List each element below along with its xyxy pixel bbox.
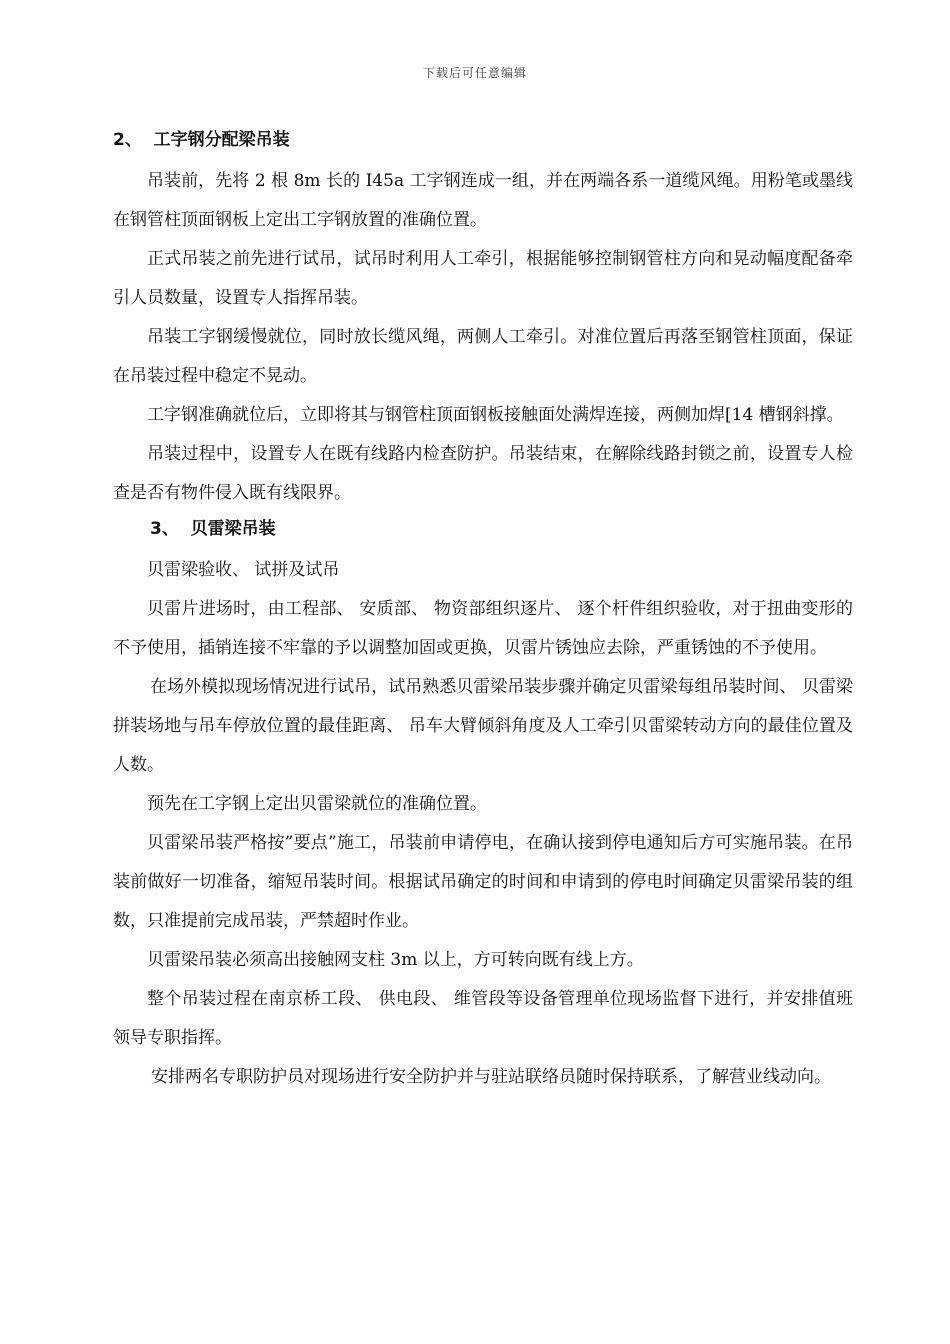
section-3-paragraph: 贝雷片进场时，由工程部、 安质部、 物资部组织逐片、 逐个杆件组织验收，对于扭曲变形的不予使用，插销连接不牢靠的予以调整加固或更换，贝雷片锈蚀应去除，严重锈蚀的不予使用。: [113, 599, 853, 658]
section-2-heading: 2、 工字钢分配梁吊装: [113, 130, 290, 150]
document-body: [113, 124, 853, 1097]
section-3-paragraph: 整个吊装过程在南京桥工段、 供电段、 维管段等设备管理单位现场监督下进行，并安排值班领导专职指挥。: [113, 989, 853, 1048]
section-3-paragraph: 贝雷梁吊装必须高出接触网支柱 3m 以上，方可转向既有线上方。: [147, 950, 644, 970]
page-header-note: 下载后可任意编辑: [422, 66, 527, 80]
section-3-subheading: 贝雷梁验收、 试拼及试吊: [147, 560, 340, 580]
section-2-paragraph: 工字钢准确就位后，立即将其与钢管柱顶面钢板接触面处满焊连接，两侧加焊[14 槽钢斜撑。: [147, 405, 844, 425]
section-3-paragraph: 在场外模拟现场情况进行试吊，试吊熟悉贝雷梁吊装步骤并确定贝雷梁每组吊装时间、 贝雷梁拼装场地与吊车停放位置的最佳距离、 吊车大臂倾斜角度及人工牵引贝雷梁转动方向的最佳位置及人数。: [113, 677, 853, 775]
section-3-paragraph: 预先在工字钢上定出贝雷梁就位的准确位置。: [147, 794, 487, 814]
section-3-paragraph: 安排两名专职防护员对现场进行安全防护并与驻站联络员随时保持联系，了解营业线动向。: [151, 1067, 831, 1087]
section-2-paragraph: 吊装前，先将 2 根 8m 长的 I45a 工字钢连成一组，并在两端各系一道缆风绳。用粉笔或墨线在钢管柱顶面钢板上定出工字钢放置的准确位置。: [113, 171, 853, 230]
section-3-heading: 3、 贝雷梁吊装: [150, 519, 276, 539]
section-2-paragraph: 吊装过程中，设置专人在既有线路内检查防护。吊装结束，在解除线路封锁之前，设置专人检查是否有物件侵入既有线限界。: [113, 444, 853, 503]
section-2-paragraph: 正式吊装之前先进行试吊，试吊时利用人工牵引，根据能够控制钢管柱方向和晃动幅度配备牵引人员数量，设置专人指挥吊装。: [113, 249, 853, 308]
section-3-paragraph: 贝雷梁吊装严格按”要点”施工，吊装前申请停电，在确认接到停电通知后方可实施吊装。在吊装前做好一切准备，缩短吊装时间。根据试吊确定的时间和申请到的停电时间确定贝雷梁吊装的组数，只准提前完成吊装，严禁超时作业。: [113, 833, 853, 931]
section-2-paragraph: 吊装工字钢缓慢就位，同时放长缆风绳，两侧人工牵引。对准位置后再落至钢管柱顶面，保证在吊装过程中稳定不晃动。: [113, 327, 853, 386]
